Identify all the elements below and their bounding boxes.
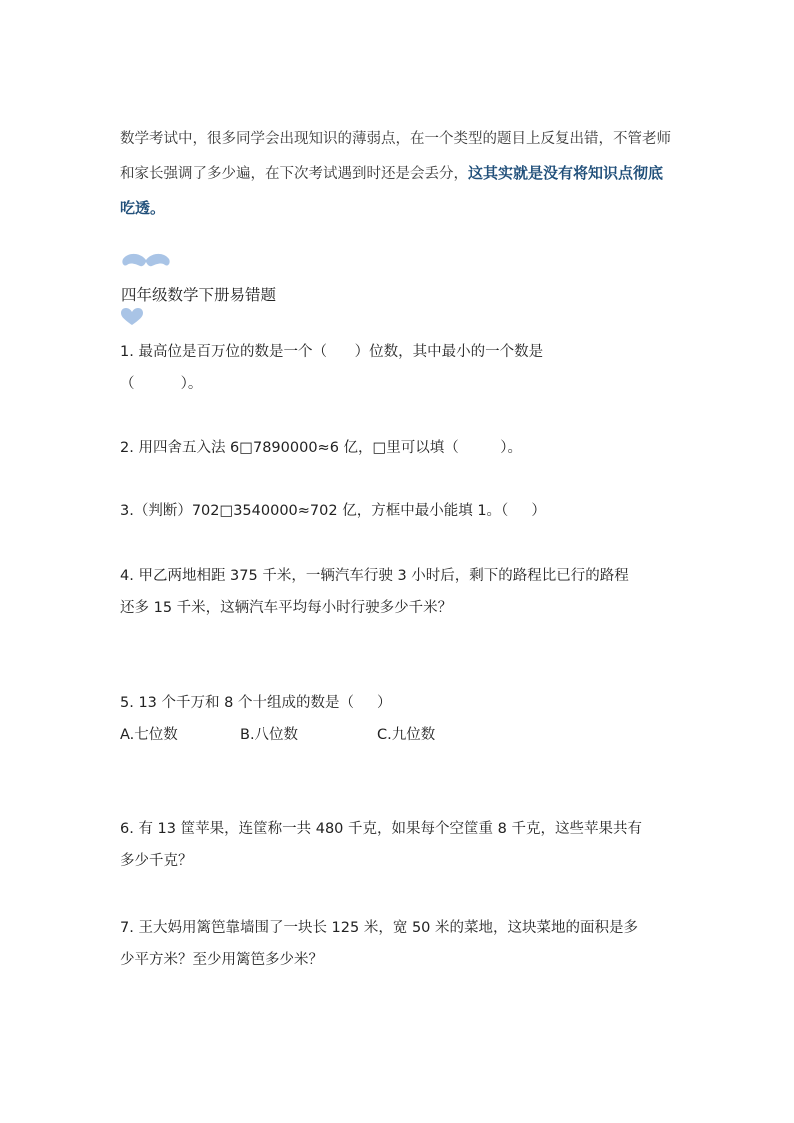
question-1-line-2: （ ）。: [120, 376, 203, 392]
question-4-line-1: 4. 甲乙两地相距 375 千米，一辆汽车行驶 3 小时后，剩下的路程比已行的路程: [120, 568, 629, 584]
section-heading: 四年级数学下册易错题: [121, 286, 277, 304]
question-1-line-1: 1. 最高位是百万位的数是一个（ ）位数，其中最小的一个数是: [120, 344, 544, 360]
heart-icon: [121, 308, 143, 326]
intro-paragraph: [120, 122, 675, 226]
mustache-decoration-icon: [120, 250, 172, 274]
intro-text: 数学考试中，很多同学会出现知识的薄弱点，在一个类型的题目上反复出错，不管老师和家长强调了多少遍，在下次考试遇到时还是会丢分，: [120, 131, 671, 182]
question-7-line-2: 少平方米？至少用篱笆多少米？: [120, 952, 323, 968]
question-6-line-2: 多少千克？: [120, 853, 193, 869]
intro-highlight: 这其实就是没有将知识点彻底吃透。: [120, 164, 664, 217]
question-3: 3.（判断）702□3540000≈702 亿，方框中最小能填 1。（ ）: [120, 503, 546, 519]
question-5-option-a: A.七位数: [120, 727, 178, 743]
question-4-line-2: 还多 15 千米，这辆汽车平均每小时行驶多少千米？: [120, 600, 453, 616]
question-5-option-b: B.八位数: [240, 727, 299, 743]
question-2: 2. 用四舍五入法 6□7890000≈6 亿，□里可以填（ ）。: [120, 440, 522, 456]
question-5: 5. 13 个千万和 8 个十组成的数是（ ）: [120, 695, 392, 711]
question-7-line-1: 7. 王大妈用篱笆靠墙围了一块长 125 米，宽 50 米的菜地，这块菜地的面积是多: [120, 920, 639, 936]
question-6-line-1: 6. 有 13 筐苹果，连筐称一共 480 千克，如果每个空筐重 8 千克，这些苹果共有: [120, 821, 642, 837]
question-5-option-c: C.九位数: [377, 727, 436, 743]
